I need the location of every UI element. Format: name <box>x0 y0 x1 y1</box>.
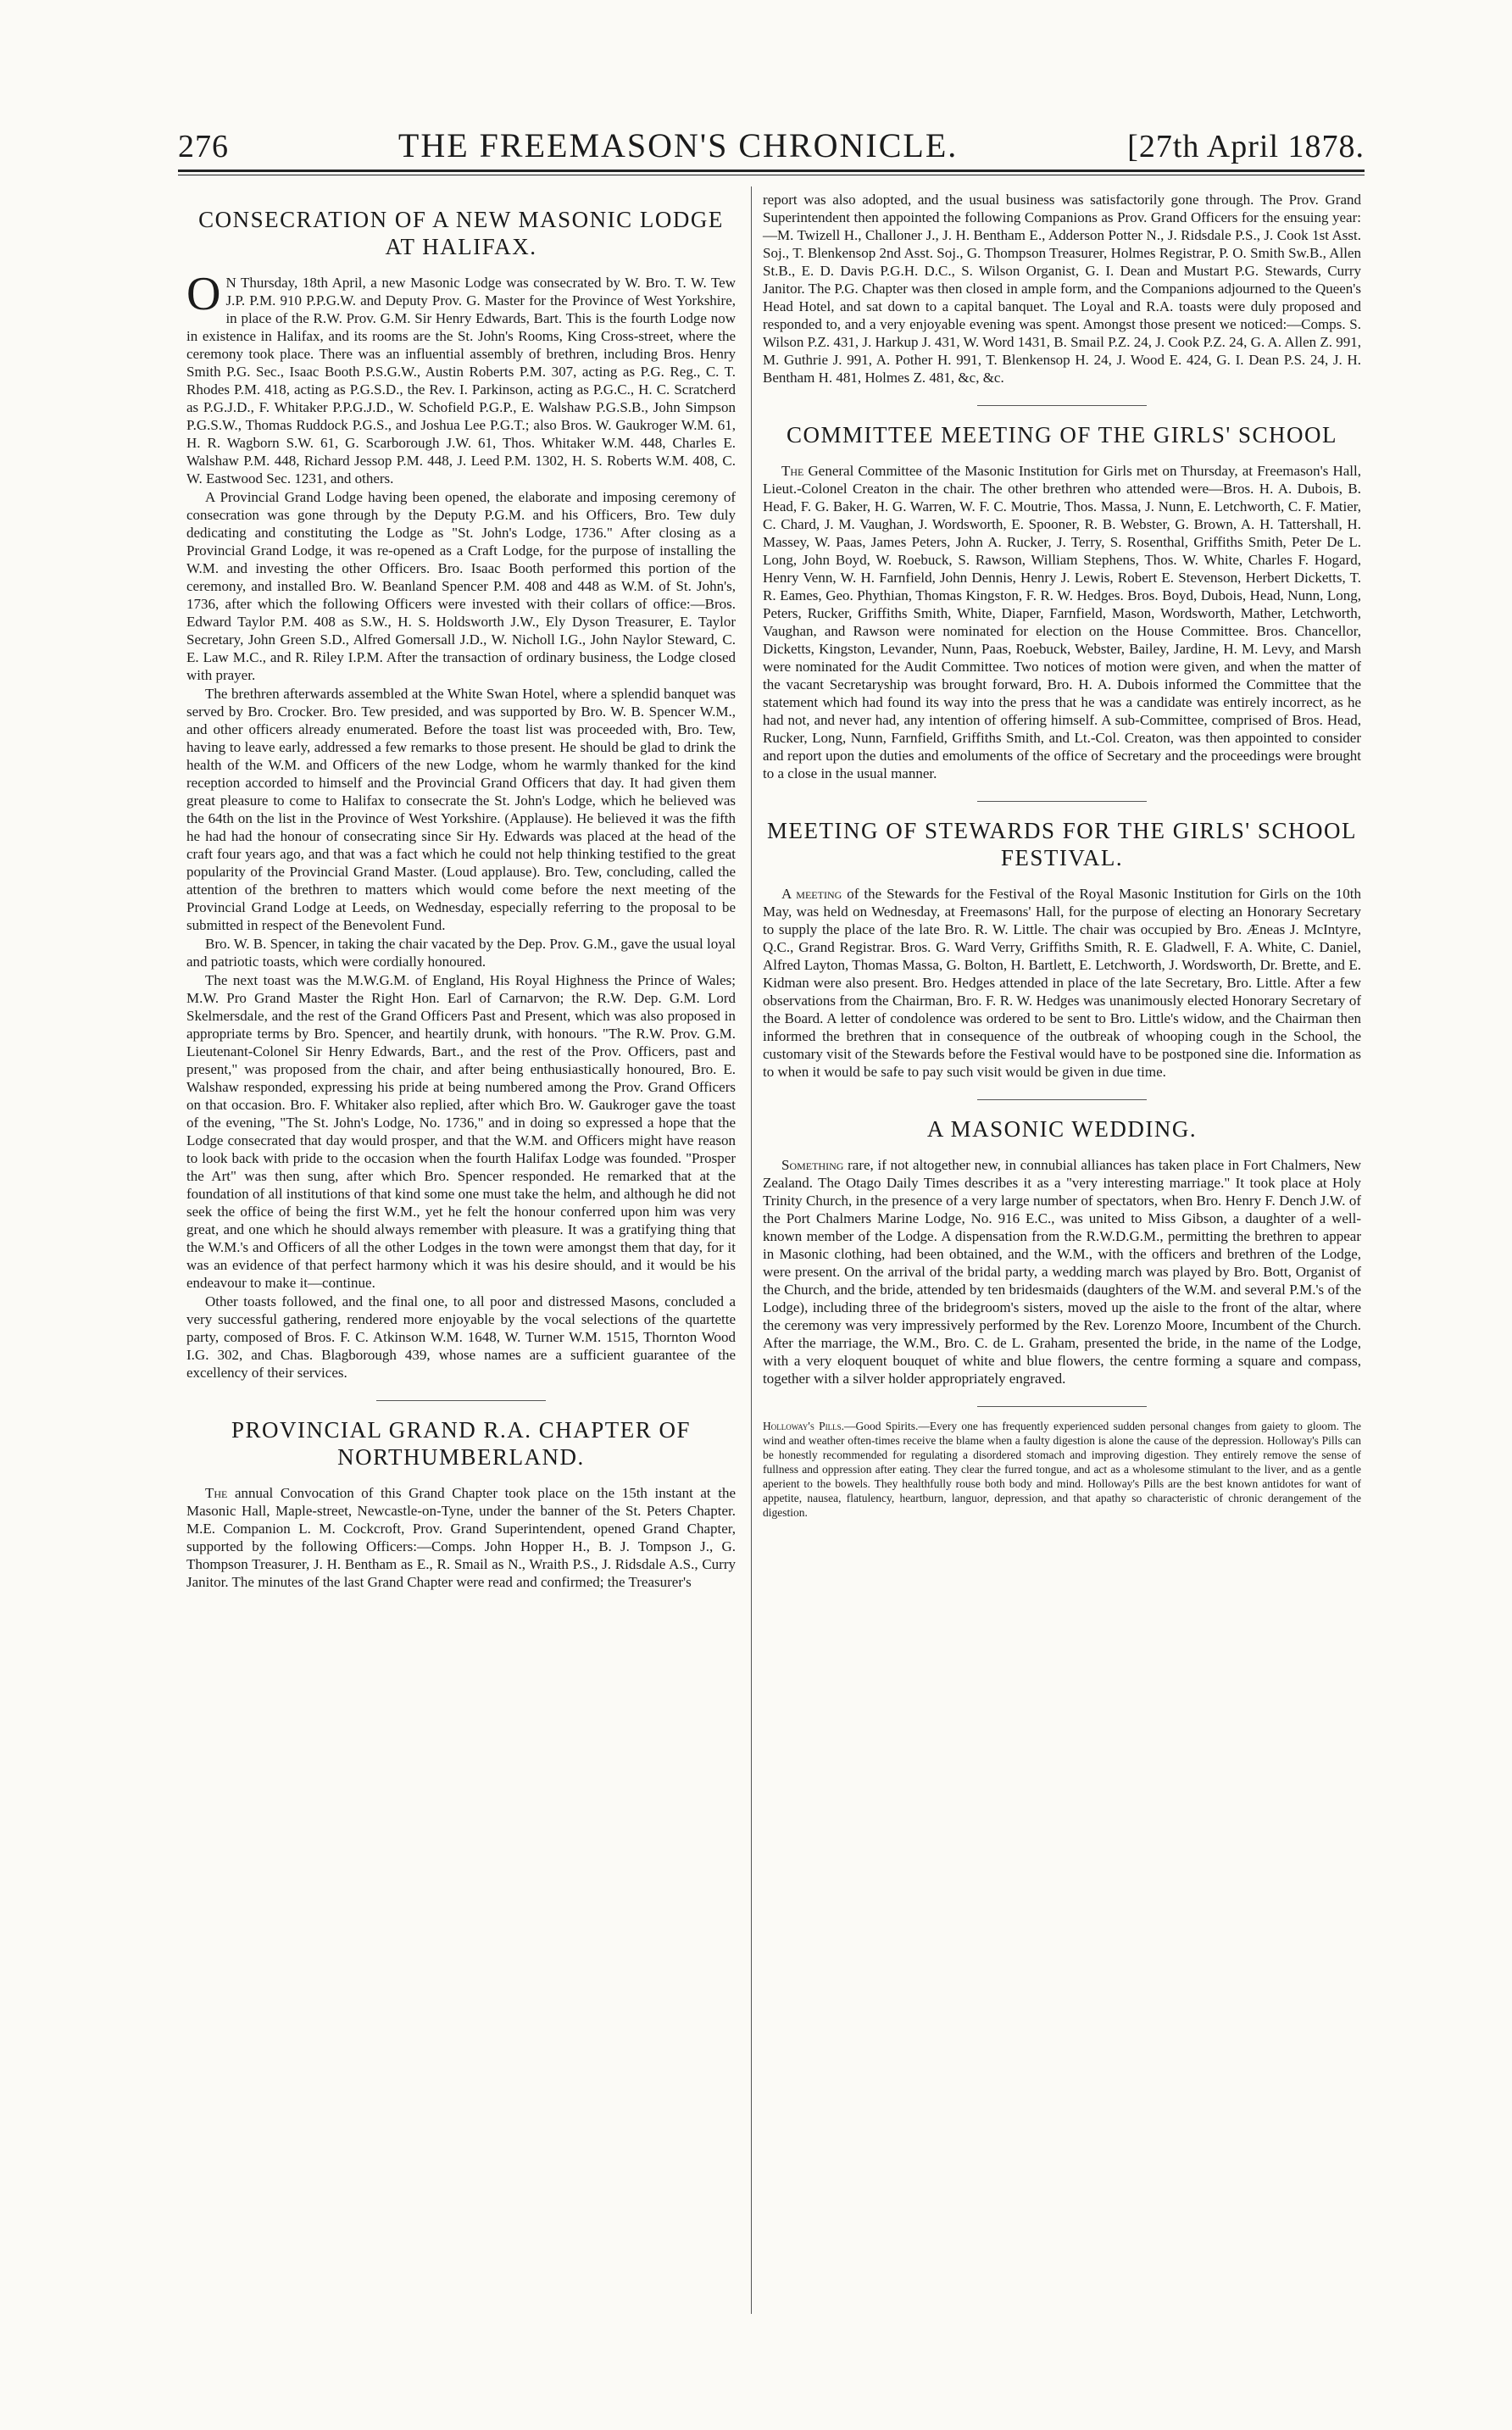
article-title: A MASONIC WEDDING. <box>926 1116 1198 1142</box>
article-masonic-wedding <box>763 1115 1361 1387</box>
article-paragraph: O N Thursday, 18th April, a new Masonic Lodge was consecrated by W. Bro. T. W. Tew J.P. P.M. 910 P.P.G.W. and Deputy Prov. G. Master for the Province of West Yorkshire, in place of the R.W. Prov. G.M. Sir Henry Edwards, Bart. This is the fourth Lodge now in existence in Halifax, and its rooms are the St. John's Rooms, King Cross-street, where the ceremony took place. There was an influential assembly of brethren, including Bros. Henry Smith P.G. Sec., Isaac Booth P.S.G.W., Austin Roberts P.M. 307, acting as P.G. Reg., C. T. Rhodes P.M. 418, acting as P.G.S.D., the Rev. I. Parkinson, acting as P.G.C., H. C. Scratcherd as P.G.J.D., F. Whitaker P.P.G.J.D., W. Schofield P.G.P., E. Walshaw P.G.S.B., John Simpson P.G.S.W., Thomas Ruddock P.G.S., and Joshua Lee P.G.T.; also Bros. W. Gaukroger W.M. 61, H. R. Wagborn S.W. 61, G. Scarborough J.W. 61, Thos. Whitaker W.M. 448, Charles E. Walshaw P.M. 448, Richard Jessop P.M. 448, J. Leed P.M. 1302, H. S. Roberts W.M. 408, C. W. Eastwood Sec. 1231, and others. <box>186 268 736 487</box>
article-paragraph: Other toasts followed, and the final one, to all poor and distressed Masons, concluded a very successful gathering, rendered more enjoyable by the vocal selections of the quartette party, composed of Bros. F. C. Atkinson W.M. 1648, W. Turner W.M. 1515, Thornton Wood I.G. 302, and Chas. Blagborough 439, whose names are a sufficient guarantee of the excellency of their services. <box>186 1293 736 1381</box>
masthead-rule <box>178 170 1365 172</box>
article-paragraph: A Provincial Grand Lodge having been opened, the elaborate and imposing ceremony of consecration was gone through by the Deputy P.G.M. and his Officers, Bro. Tew duly dedicating and constituting the Lodge as "St. John's Lodge, 1736." After closing as a Provincial Grand Lodge, it was re-opened as a Craft Lodge, for the purpose of installing the W.M. and investing the other Officers. Bro. Isaac Booth performed this portion of the ceremony, and installed Bro. W. Beanland Spencer P.M. 408 and 448 as W.M. of St. John's, 1736, after which the following Officers were invested with their collars of office:—Bros. Edward Taylor P.M. 408 as S.W., H. S. Holdsworth J.W., Ely Dyson Treasurer, E. Taylor Secretary, John Green S.D., Alfred Gomersall J.D., W. Nicholl I.G., John Naylor Steward, C. E. Law M.C., and R. Riley I.P.M. After the transaction of ordinary business, the Lodge closed with prayer. <box>186 489 736 683</box>
article-committee-meeting <box>763 421 1361 782</box>
article-paragraph: The next toast was the M.W.G.M. of England, His Royal Highness the Prince of Wales; M.W. Pro Grand Master the Right Hon. Earl of Carnarvon; the R.W. Dep. G.M. Lord Skelmersdale, and the rest of the Grand Officers Past and Present, which was also proposed in appropriate terms by Bro. Spencer, and heartily drunk, with honours. "The R.W. Prov. G.M. Lieutenant-Colonel Sir Henry Edwards, Bart., and the rest of the Prov. Officers, past and present," was proposed from the chair, and after being enthusiastically honoured, Bro. E. Walshaw responded, expressing his pride at being numbered among the Prov. Grand Officers on that occasion. Bro. F. Whitaker also replied, after which Bro. W. Gaukroger gave the toast of the evening, "The St. John's Lodge, No. 1736," and in doing so expressed a hope that the Lodge consecrated that day would prosper, and that the W.M. and Officers might have reason to look back with pride to the occasion when the fourth Halifax Lodge was founded. "Prosper the Art" was then sung, after which Bro. Spencer responded. He remarked that at the foundation of all institutions of that kind some one must take the helm, and although he did not seek the office of being the first W.M., yet he felt the honour conferred upon him was very great, and one which he should always remember with pleasure. It was a gratifying thing that the W.M.'s and Officers of all the other Lodges in the town were amongst them that day, for it was an evidence of that perfect harmony which it was his desire should, and it would be his endeavour to make it—continue. <box>186 972 736 1291</box>
left-column <box>186 191 736 1591</box>
section-separator <box>977 1406 1147 1407</box>
advertisement-text: Holloway's Pills.—Good Spirits.—Every one has frequently experienced sudden personal changes from gaiety to gloom. The wind and weather often-times receive the blame when a faulty digestion is alone the cause of the depression. Holloway's Pills can be honestly recommended for regulating a disordered stomach and improving digestion. They entirely remove the sense of fullness and oppression after eating. They clear the furred tongue, and act as a wholesome stimulant to the liver, and as a gentle aperient to the bowels. They healthfully rouse both body and mind. Holloway's Pills are the best known antidotes for want of appetite, nausea, flatulency, heartburn, languor, depression, and that apathy so characteristic of chronic derangement of the digestion. <box>763 1420 1361 1519</box>
article-consecration <box>186 206 736 1382</box>
section-separator <box>977 405 1147 406</box>
article-paragraph: Bro. W. B. Spencer, in taking the chair vacated by the Dep. Prov. G.M., gave the usual loyal and patriotic toasts, which were cordially honoured. <box>186 936 736 970</box>
column-divider <box>751 186 752 2314</box>
lead-word: Something <box>781 1157 844 1173</box>
article-title: CONSECRATION OF A NEW MASONIC LODGE AT HALIFAX. <box>198 207 724 259</box>
article-paragraph: Something rare, if not altogether new, in connubial alliances has taken place in Fort Chalmers, New Zealand. The Otago Daily Times describes it as a "very interesting marriage." It took place at Holy Trinity Church, in the presence of a very large number of spectators, when Bro. Henry F. Dench J.W. of the Port Chalmers Marine Lodge, No. 916 E.C., was united to Miss Gibson, a daughter of a well-known member of the Lodge. A dispensation from the R.W.D.G.M., permitting the brethren to appear in Masonic clothing, had been obtained, and the W.M., with the officers and brethren of the Lodge, were present. On the arrival of the bridal party, a wedding march was played by Bro. Bott, Organist of the Church, and the bride, attended by ten bridesmaids (daughters of the W.M. and several P.M.'s of the Lodge), including three of the bridegroom's sisters, moved up the aisle to the front of the altar, where the ceremony was very impressively performed by the Rev. Lorenzo Moore, Incumbent of the Church. After the marriage, the W.M., Bro. C. de L. Graham, presented the bride, in the name of the Lodge, with a very eloquent bouquet of white and blue flowers, the centre forming a square and compass, together with a silver holder appropriately engraved. <box>763 1157 1361 1387</box>
article-paragraph: The annual Convocation of this Grand Chapter took place on the 15th instant at the Masonic Hall, Maple-street, Newcastle-on-Tyne, under the banner of the St. Peters Chapter. M.E. Companion L. M. Cockcroft, Prov. Grand Superintendent, opened Grand Chapter, supported by the following Officers:—Comps. John Hopper H., B. J. Tompson J., G. Thompson Treasurer, J. H. Bentham as E., R. Smail as N., Wraith P.S., J. Ridsdale A.S., Curry Janitor. The minutes of the last Grand Chapter were read and confirmed; the Treasurer's <box>186 1485 736 1590</box>
lead-word: A meeting <box>781 886 842 902</box>
drop-cap: O <box>186 268 221 320</box>
right-column <box>763 191 1361 1520</box>
article-provincial-chapter <box>186 1416 736 1591</box>
article-title: COMMITTEE MEETING OF THE GIRLS' SCHOOL <box>786 422 1338 448</box>
newspaper-title: THE FREEMASON'S CHRONICLE. <box>397 126 959 164</box>
section-separator <box>376 1400 546 1401</box>
article-paragraph: A meeting of the Stewards for the Festival of the Royal Masonic Institution for Girls on the 10th May, was held on Wednesday, at Freemasons' Hall, for the purpose of electing an Honorary Secretary to supply the place of the late Bro. R. W. Little. The chair was occupied by Bro. Æneas J. McIntyre, Q.C., Grand Registrar. Bros. G. Ward Verry, Griffiths Smith, R. E. Gladwell, F. A. White, C. Daniel, Alfred Layton, Thomas Massa, G. Bolton, H. Bartlett, E. Letchworth, J. Wordsworth, Dr. Brette, and E. Kidman were also present. Bro. Hedges attended in place of the late Secretary, Bro. Little. After a few observations from the Chairman, Bro. F. R. W. Hedges was unanimously elected Honorary Secretary of the Board. A letter of condolence was ordered to be sent to Bro. Little's widow, and the Chairman then informed the brethren that in consequence of the outbreak of whooping cough in the School, the customary visit of the Stewards before the Festival would have to be postponed sine die. Information as to when it would be safe to pay such visit would be given in due time. <box>763 886 1361 1080</box>
lead-word: The <box>781 463 804 479</box>
article-title: PROVINCIAL GRAND R.A. CHAPTER OF NORTHUMBERLAND. <box>231 1417 692 1470</box>
advertisement-lead: Holloway's Pills. <box>763 1420 844 1432</box>
article-paragraph: The General Committee of the Masonic Institution for Girls met on Thursday, at Freemason's Hall, Lieut.-Colonel Creaton in the chair. The other brethren who attended were—Bros. H. A. Dubois, B. Head, F. G. Baker, H. G. Warren, W. F. C. Moutrie, Thos. Massa, J. Nunn, E. Letchworth, C. F. Matier, C. Chard, J. M. Vaughan, J. Wordsworth, E. Spooner, R. B. Webster, G. Brown, A. H. Tattershall, H. Massey, W. Paas, James Peters, John A. Rucker, J. Terry, S. Rosenthal, Griffiths Smith, Peter De L. Long, John Boyd, W. Roebuck, S. Rawson, William Stephens, Thos. W. White, Charles F. Hogard, Henry Venn, W. H. Farnfield, John Dennis, Henry J. Lewis, Robert E. Stevenson, Herbert Dicketts, T. R. Eames, Geo. Phythian, Thomas Kingston, F. R. W. Hedges. Bros. Boyd, Dubois, Head, Nunn, Long, Peters, Rucker, Griffiths Smith, White, Diaper, Farnfield, Mason, Wordsworth, Mather, Letchworth, Vaughan, and Rawson were nominated for election on the House Committee. Bros. Chancellor, Dicketts, Kingston, Levander, Nunn, Paas, Roebuck, Webster, Bailey, Jardine, H. M. Levy, and Marsh were nominated for the Audit Committee. Two notices of motion were given, and when the matter of the vacant Secretaryship was brought forward, Bro. H. A. Dubois informed the Committee that the statement which had found its way into the press that he was a candidate was entirely incorrect, as he had not, and never had, any intention of offering himself. A sub-Committee, comprised of Bros. Head, Rucker, Long, Nunn, Farnfield, Griffiths Smith, and Lt.-Col. Creaton, was then appointed to consider and report upon the duties and emoluments of the office of Secretary and the proceedings were brought to a close in the usual manner. <box>763 463 1361 781</box>
masthead <box>178 125 1365 166</box>
section-separator <box>977 801 1147 802</box>
advertisement-holloways-pills <box>763 1419 1361 1520</box>
page-number: 276 <box>178 129 229 164</box>
lead-word: The <box>205 1485 228 1501</box>
article-continuation: report was also adopted, and the usual business was satisfactorily gone through. The Prov. Grand Superintendent then appointed the following Companions as Prov. Grand Officers for the ensuing year:—M. Twizell H., Challoner J., J. H. Bentham E., Adderson Potter N., J. Ridsdale P.S., J. Cook 1st Asst. Soj., T. Blenkensop 2nd Asst. Soj., G. Thompson Treasurer, Holmes Registrar, P. O. Smith Sw.B., Allen St.B., E. D. Davis P.G.H. D.C., S. Wilson Organist, G. I. Dean and Mustart P.G. Stewards, Curry Janitor. The P.G. Chapter was then closed in ample form, and the Companions adjourned to the Queen's Head Hotel, and sat down to a capital banquet. The Loyal and R.A. toasts were duly proposed and responded to, and a very enjoyable evening was spent. Amongst those present we noticed:—Comps. S. Wilson P.Z. 431, J. Harkup J. 431, W. Word 1431, B. Smail P.Z. 24, J. Cook P.Z. 24, G. A. Allen Z. 991, M. Guthrie J. 991, A. Pother H. 991, T. Blenkensop H. 24, J. Wood E. 424, G. I. Dean P.S. 24, J. H. Bentham H. 481, Holmes Z. 481, &c, &c. <box>763 192 1362 386</box>
section-separator <box>977 1099 1147 1100</box>
issue-date: [27th April 1878. <box>1127 129 1365 164</box>
article-paragraph: The brethren afterwards assembled at the White Swan Hotel, where a splendid banquet was served by Bro. Crocker. Bro. Tew presided, and was supported by Bro. W. B. Spencer W.M., and other officers already enumerated. Before the toast list was proceeded with, Bro. Tew, having to leave early, addressed a few remarks to those present. He should be glad to drink the health of the W.M. and Officers of the new Lodge, whom he warmly thanked for the kind reception accorded to himself and the Provincial Grand Officers that day. It had given them great pleasure to come to Halifax to consecrate the St. John's Lodge, which he believed was the 64th on the list in the Province of West Yorkshire. (Applause). He believed it was the fifth he had had the honour of consecrating since Sir Hy. Edwards was placed at the head of the craft four years ago, and that was a fact which he could not help thinking testified to the great popularity of the Provincial Grand Master. (Loud applause). Bro. Tew, concluding, called the attention of the brethren to matters which would come before the next meeting of the Provincial Grand Lodge at Leeds, on Wednesday, especially referring to the proposal to be submitted in respect of the Benevolent Fund. <box>186 686 736 933</box>
article-stewards-meeting <box>763 817 1361 1081</box>
article-title: MEETING OF STEWARDS FOR THE GIRLS' SCHOOL FESTIVAL. <box>767 818 1357 870</box>
